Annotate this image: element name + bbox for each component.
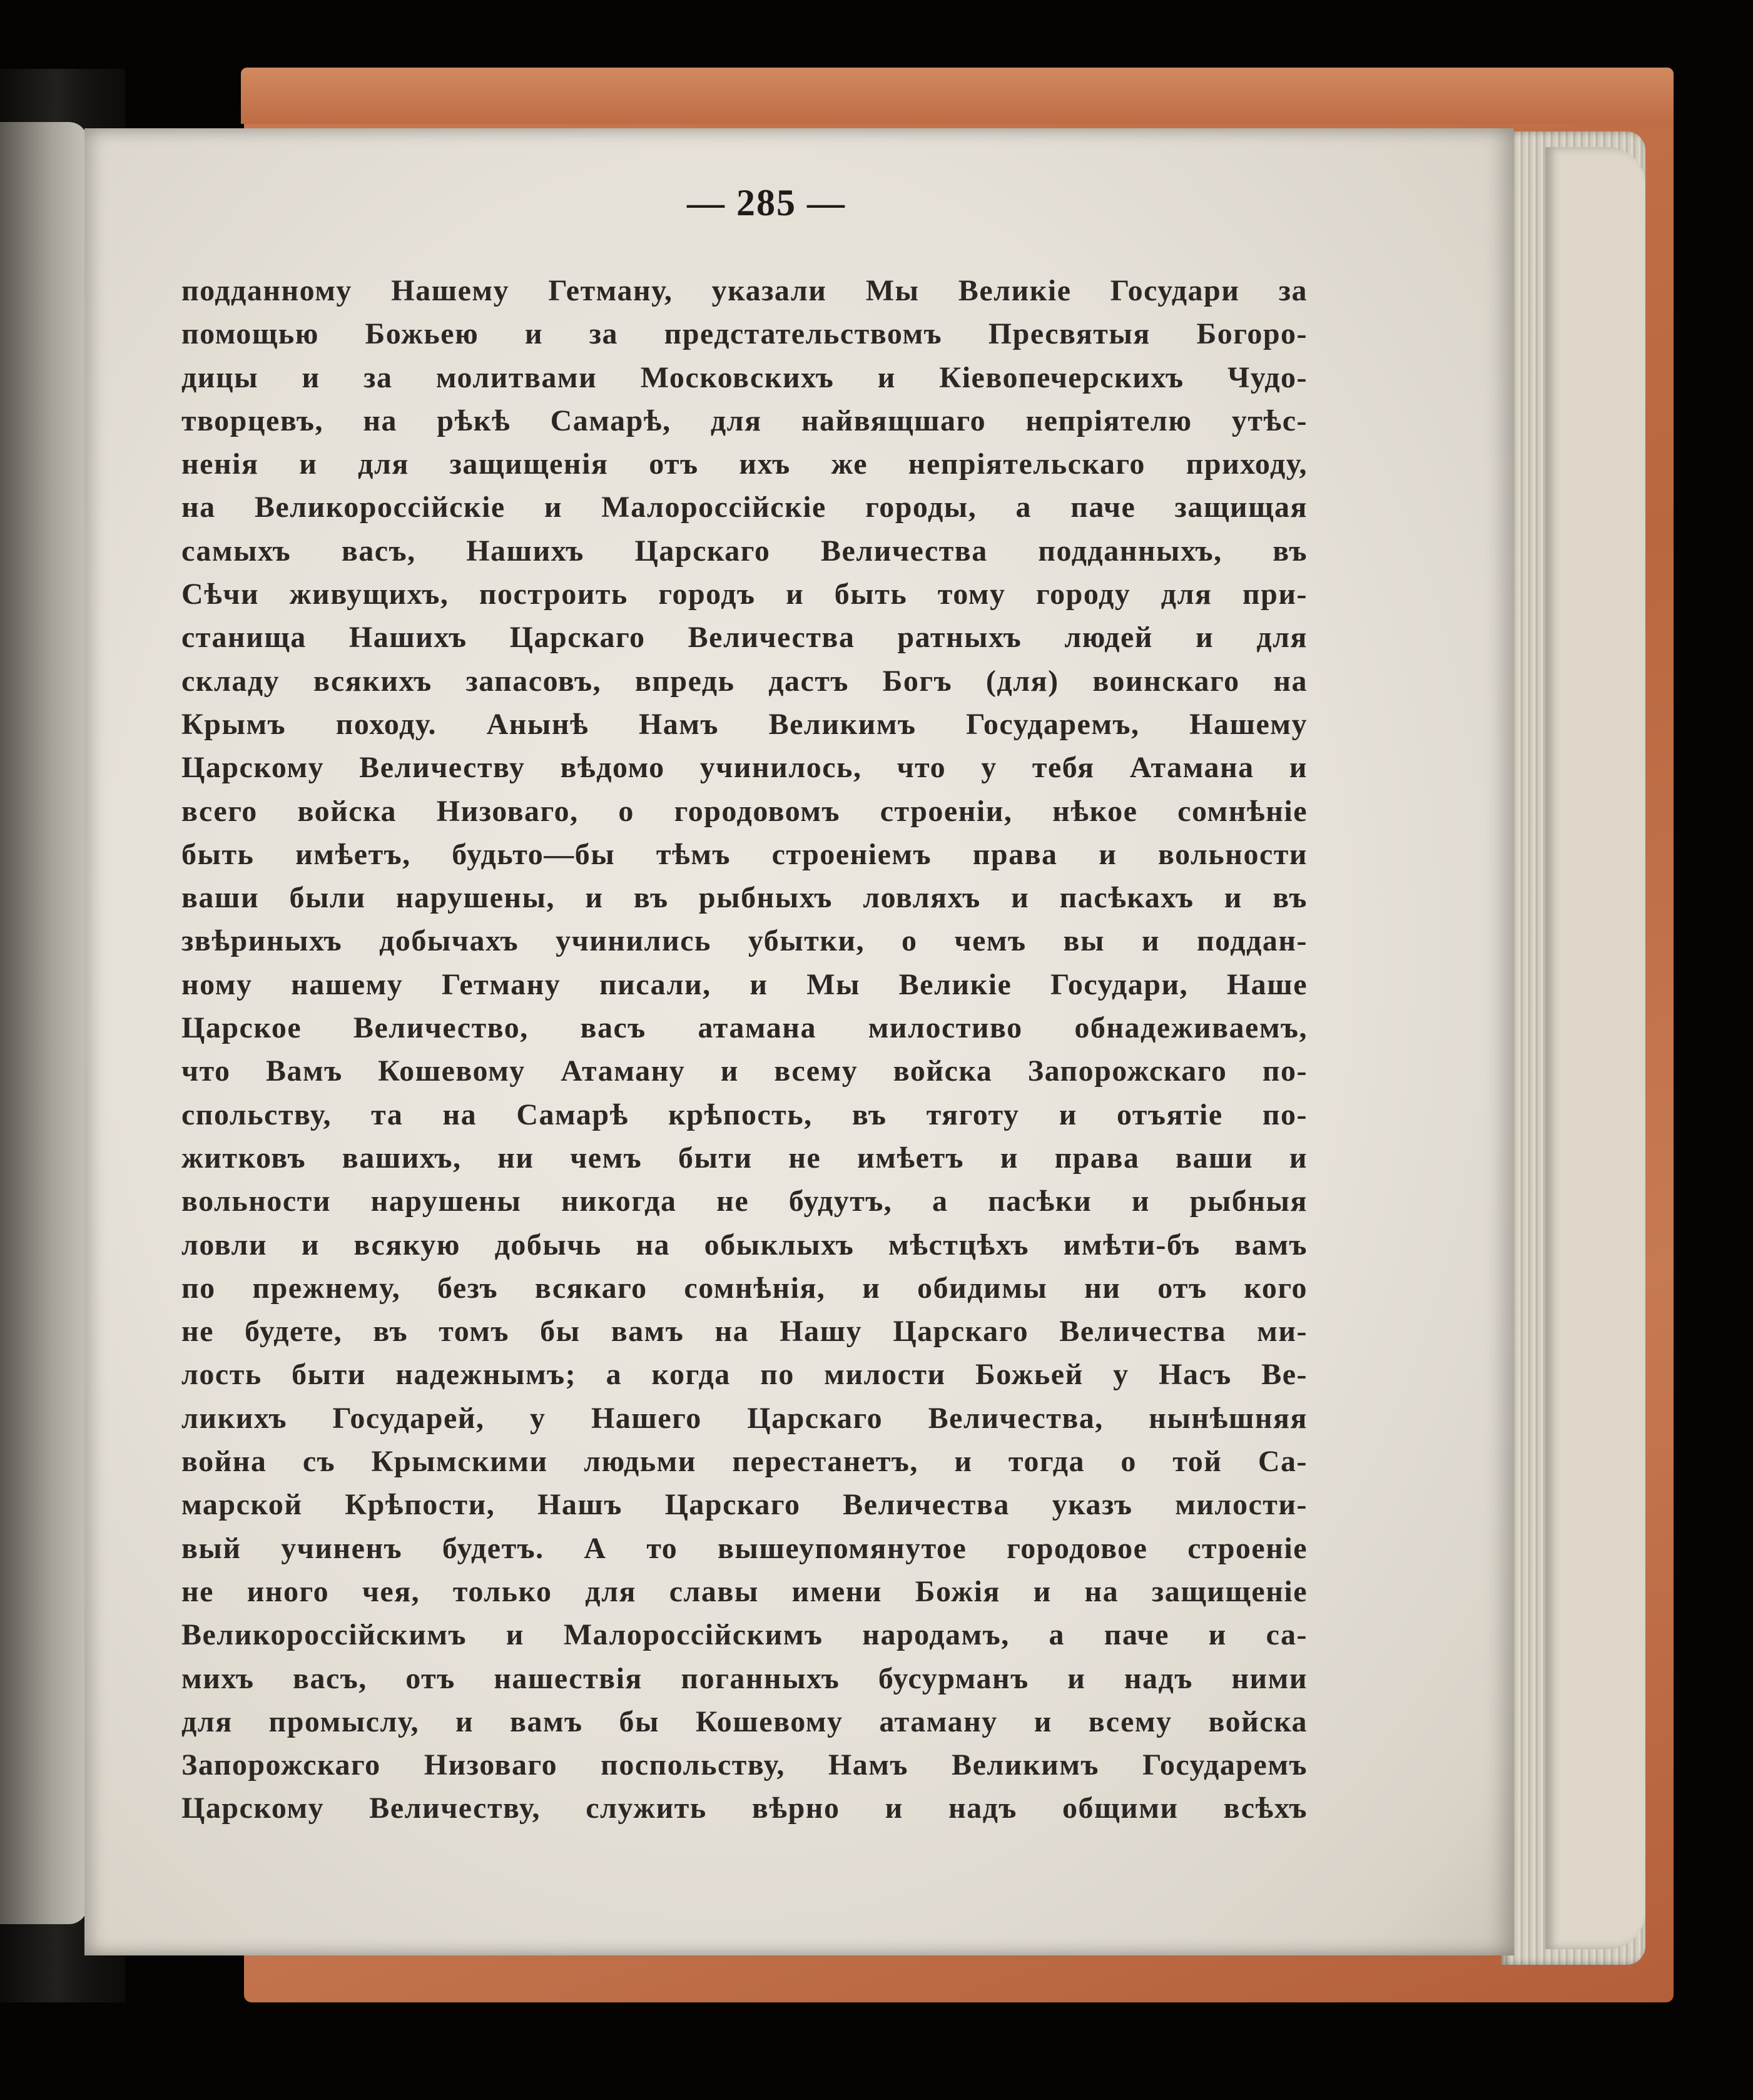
text-line: вый учиненъ будетъ. А то вышеупомянутое городовое строеніе [181, 1531, 1308, 1565]
text-line: на Великороссійскіе и Малороссійскіе городы, а паче защищая [181, 491, 1308, 524]
text-line: самыхъ васъ, Нашихъ Царскаго Величества подданныхъ, въ [181, 534, 1308, 568]
text-line: Запорожскаго Низоваго поспольству, Намъ Великимъ Государемъ [181, 1748, 1308, 1782]
text-line: лость быти надежнымъ; а когда по милости Божьей у Насъ Ве- [181, 1358, 1308, 1392]
book-cover-top-edge [241, 68, 1674, 124]
text-line: марской Крѣпости, Нашъ Царскаго Величества указъ милости- [181, 1488, 1308, 1522]
text-line: складу всякихъ запасовъ, впредь дастъ Богъ (для) воинскаго на [181, 664, 1308, 698]
text-line: дицы и за молитвами Московскихъ и Кіевопечерскихъ Чудо- [181, 360, 1308, 394]
text-line: ловли и всякую добычь на обыклыхъ мѣстцѣхъ имѣти-бъ вамъ [181, 1228, 1308, 1262]
text-line: станища Нашихъ Царскаго Величества ратныхъ людей и для [181, 621, 1308, 655]
text-line: война съ Крымскими людьми перестанетъ, и тогда о той Са- [181, 1445, 1308, 1479]
text-line: Царскому Величеству, служить вѣрно и надъ общими всѣхъ [181, 1792, 1308, 1825]
text-line: Великороссійскимъ и Малороссійскимъ народамъ, а паче и са- [181, 1618, 1308, 1652]
page-edge-lip [1545, 147, 1645, 1949]
text-line: быть имѣетъ, будьто—бы тѣмъ строеніемъ права и вольности [181, 837, 1308, 871]
page-number: — 285 — [687, 182, 846, 223]
text-line: творцевъ, на рѣкѣ Самарѣ, для найвящшаго непріятелю утѣс- [181, 404, 1308, 437]
text-line: помощью Божьею и за предстательствомъ Пресвятыя Богоро- [181, 317, 1308, 351]
page-text [181, 269, 1308, 1830]
text-line: что Вамъ Кошевому Атаману и всему войска Запорожскаго по- [181, 1054, 1308, 1088]
text-line: ному нашему Гетману писали, и Мы Великіе Государи, Наше [181, 967, 1308, 1001]
text-line: Царскому Величеству вѣдомо учинилось, что у тебя Атамана и [181, 751, 1308, 785]
text-line: Сѣчи живущихъ, построить городъ и быть тому городу для при- [181, 578, 1308, 611]
text-line: ликихъ Государей, у Нашего Царскаго Величества, нынѣшняя [181, 1401, 1308, 1435]
text-line: ваши были нарушены, и въ рыбныхъ ловляхъ и пасѣкахъ и въ [181, 881, 1308, 915]
text-line: спольству, та на Самарѣ крѣпость, въ тяготу и отъятіе по- [181, 1098, 1308, 1131]
text-line: звѣриныхъ добычахъ учинились убытки, о чемъ вы и поддан- [181, 924, 1308, 958]
text-line: всего войска Низоваго, о городовомъ строеніи, нѣкое сомнѣніе [181, 794, 1308, 828]
text-line: ненія и для защищенія отъ ихъ же непріятельскаго приходу, [181, 447, 1308, 481]
text-line: михъ васъ, отъ нашествія поганныхъ бусурманъ и надъ ними [181, 1661, 1308, 1695]
left-page-edge [0, 122, 88, 1924]
text-line: не иного чея, только для славы имени Божія и на защищеніе [181, 1574, 1308, 1608]
text-line: вольности нарушены никогда не будутъ, а пасѣки и рыбныя [181, 1185, 1308, 1218]
text-line: Крымъ походу. Анынѣ Намъ Великимъ Государемъ, Нашему [181, 707, 1308, 741]
text-line: для промыслу, и вамъ бы Кошевому атаману и всему войска [181, 1705, 1308, 1738]
text-line: Царское Величество, васъ атамана милостиво обнадеживаемъ, [181, 1011, 1308, 1045]
text-line: по прежнему, безъ всякаго сомнѣнія, и обидимы ни отъ кого [181, 1271, 1308, 1305]
text-line: не будете, въ томъ бы вамъ на Нашу Царскаго Величества ми- [181, 1315, 1308, 1348]
text-line: житковъ вашихъ, ни чемъ быти не имѣетъ и права ваши и [181, 1141, 1308, 1175]
text-line: подданному Нашему Гетману, указали Мы Великіе Государи за [181, 274, 1308, 307]
